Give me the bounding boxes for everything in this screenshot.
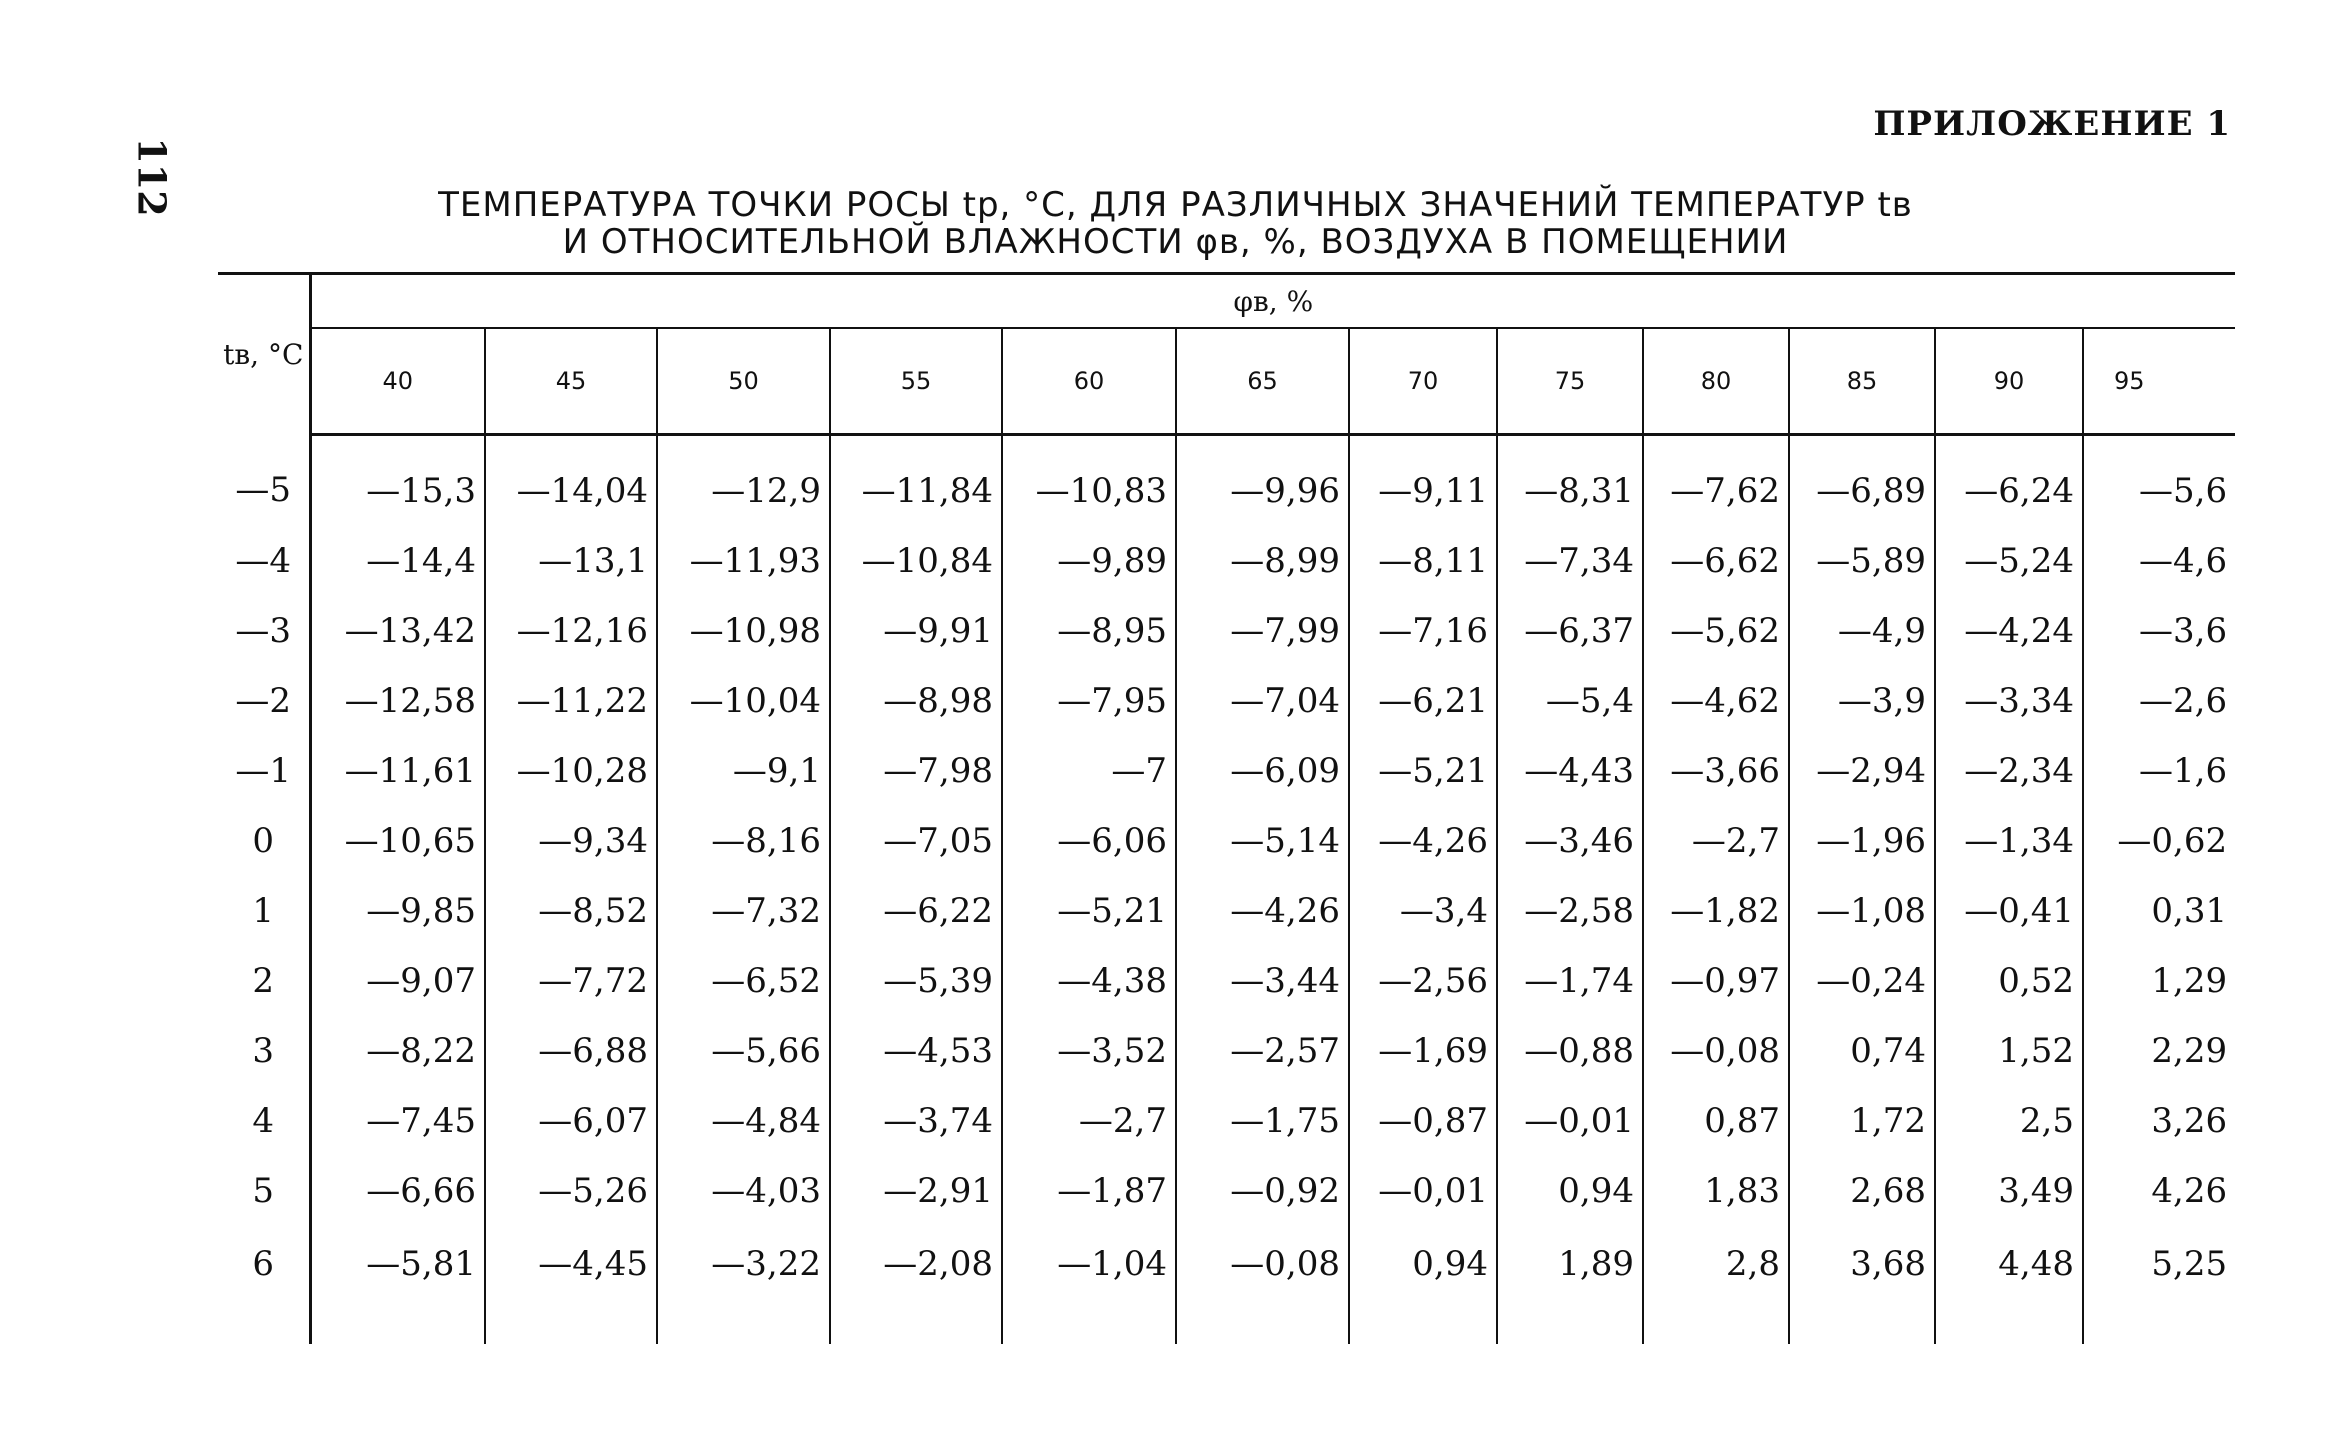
dew-point-cell: —6,09 [1176,736,1349,806]
dew-point-cell: —11,61 [310,736,485,806]
row-temperature: 6 [218,1226,310,1344]
dew-point-cell: —2,6 [2139,681,2228,721]
dew-point-cell: —5,6 [2139,471,2228,511]
row-temperature: —3 [218,596,310,666]
dew-point-cell: —5,24 [1935,526,2083,596]
table-row [218,1086,2235,1156]
column-header: 60 [1002,328,1176,435]
dew-point-cell: —6,37 [1497,596,1643,666]
dew-point-cell: —6,62 [1643,526,1789,596]
table-row [218,666,2235,736]
dew-point-cell: —8,98 [830,666,1002,736]
dew-point-cell: —7,45 [310,1086,485,1156]
table-row [218,526,2235,596]
row-temperature: 2 [218,946,310,1016]
dew-point-cell: —11,93 [657,526,830,596]
row-temperature: —2 [218,666,310,736]
dew-point-cell: —7,98 [830,736,1002,806]
row-temperature: —4 [218,526,310,596]
table-row [218,435,2235,527]
column-header: 45 [485,328,657,435]
dew-point-cell: —7,62 [1643,435,1789,527]
dew-point-cell: —5,14 [1176,806,1349,876]
dew-point-cell: —5,66 [657,1016,830,1086]
dew-point-cell: —0,62 [2117,821,2228,861]
row-header: tв, °С [218,274,310,435]
dew-point-cell: —0,08 [1176,1226,1349,1344]
dew-point-cell: —12,16 [485,596,657,666]
table-row [218,736,2235,806]
column-header: 95 [2083,328,2235,435]
dew-point-cell: 0,94 [1349,1226,1497,1344]
dew-point-cell: —2,08 [830,1226,1002,1344]
dew-point-cell: —7 [1002,736,1176,806]
dew-point-cell: —12,58 [310,666,485,736]
row-temperature: 1 [218,876,310,946]
dew-point-cell: —2,34 [1935,736,2083,806]
dew-point-cell: —8,16 [657,806,830,876]
dew-point-cell: —3,34 [1935,666,2083,736]
dew-point-cell: 1,89 [1497,1226,1643,1344]
table-row [218,596,2235,666]
dew-point-cell: —1,87 [1002,1156,1176,1226]
dew-point-cell: 4,26 [2151,1171,2228,1211]
dew-point-cell: —2,7 [1002,1086,1176,1156]
dew-point-cell: —1,08 [1789,876,1935,946]
dew-point-cell: —1,75 [1176,1086,1349,1156]
dew-point-cell: —11,84 [830,435,1002,527]
dew-point-cell: 3,26 [2151,1101,2228,1141]
dew-point-cell: —5,39 [830,946,1002,1016]
dew-point-cell: —8,31 [1497,435,1643,527]
dew-point-cell: —9,85 [310,876,485,946]
dew-point-cell: —3,52 [1002,1016,1176,1086]
row-temperature: 0 [218,806,310,876]
dew-point-cell: —11,22 [485,666,657,736]
dew-point-cell: —0,41 [1935,876,2083,946]
table-row [218,806,2235,876]
dew-point-cell: —12,9 [657,435,830,527]
dew-point-cell: —7,99 [1176,596,1349,666]
dew-point-cell: —9,96 [1176,435,1349,527]
dew-point-cell: —4,53 [830,1016,1002,1086]
page-number: 112 [129,137,175,217]
dew-point-cell: —13,42 [310,596,485,666]
dew-point-cell: —0,92 [1176,1156,1349,1226]
dew-point-cell: —2,56 [1349,946,1497,1016]
dew-point-cell: —2,7 [1643,806,1789,876]
dew-point-cell: —9,89 [1002,526,1176,596]
dew-point-cell: —9,11 [1349,435,1497,527]
dew-point-cell: —1,96 [1789,806,1935,876]
dew-point-cell: —7,16 [1349,596,1497,666]
dew-point-cell: —6,52 [657,946,830,1016]
dew-point-cell: —10,65 [310,806,485,876]
dew-point-cell: —10,84 [830,526,1002,596]
dew-point-cell: 1,83 [1643,1156,1789,1226]
table-row [218,1156,2235,1226]
dew-point-cell: —6,66 [310,1156,485,1226]
dew-point-cell: —9,91 [830,596,1002,666]
dew-point-cell: —10,98 [657,596,830,666]
column-header-row [218,328,2235,435]
dew-point-cell: —5,62 [1643,596,1789,666]
dew-point-cell: —9,34 [485,806,657,876]
dew-point-table-wrapper [218,272,2228,1344]
dew-point-cell: —6,89 [1789,435,1935,527]
dew-point-cell: —0,87 [1349,1086,1497,1156]
dew-point-cell: —8,95 [1002,596,1176,666]
dew-point-cell: —6,88 [485,1016,657,1086]
dew-point-cell: —2,57 [1176,1016,1349,1086]
dew-point-cell: —4,45 [485,1226,657,1344]
column-header: 65 [1176,328,1349,435]
dew-point-cell: —14,4 [310,526,485,596]
dew-point-cell: —7,72 [485,946,657,1016]
dew-point-cell: 3,49 [1935,1156,2083,1226]
column-header: 55 [830,328,1002,435]
dew-point-cell: —3,22 [657,1226,830,1344]
row-temperature: 5 [218,1156,310,1226]
humidity-group-header: φв, % [310,274,2235,329]
appendix-label: ПРИЛОЖЕНИЕ 1 [1873,104,2231,144]
dew-point-cell: —6,06 [1002,806,1176,876]
dew-point-cell: —4,26 [1176,876,1349,946]
dew-point-cell: —0,01 [1349,1156,1497,1226]
dew-point-cell: 0,52 [1935,946,2083,1016]
dew-point-cell: —9,07 [310,946,485,1016]
table-row [218,1016,2235,1086]
dew-point-cell: 0,94 [1497,1156,1643,1226]
table-row [218,946,2235,1016]
dew-point-cell: —1,69 [1349,1016,1497,1086]
table-title-line-2: И ОТНОСИТЕЛЬНОЙ ВЛАЖНОСТИ φв, %, ВОЗДУХА В ПОМЕЩЕНИИ [562,222,1789,262]
dew-point-cell: —3,4 [1349,876,1497,946]
dew-point-cell: —4,43 [1497,736,1643,806]
dew-point-cell: —13,1 [485,526,657,596]
dew-point-cell: —0,08 [1643,1016,1789,1086]
dew-point-cell: —3,6 [2139,611,2228,651]
column-header: 50 [657,328,830,435]
dew-point-cell: —7,95 [1002,666,1176,736]
dew-point-cell: —2,58 [1497,876,1643,946]
dew-point-cell: 2,5 [1935,1086,2083,1156]
table-body [218,435,2235,1345]
dew-point-cell: —1,6 [2139,751,2228,791]
dew-point-cell: 1,72 [1789,1086,1935,1156]
table-row [218,1226,2235,1344]
dew-point-cell: —4,62 [1643,666,1789,736]
dew-point-cell: 2,68 [1789,1156,1935,1226]
dew-point-cell: —3,66 [1643,736,1789,806]
dew-point-cell: —0,88 [1497,1016,1643,1086]
dew-point-cell: —7,32 [657,876,830,946]
dew-point-cell: —10,28 [485,736,657,806]
dew-point-cell: 2,29 [2151,1031,2228,1071]
dew-point-cell: 4,48 [1935,1226,2083,1344]
dew-point-cell: —5,26 [485,1156,657,1226]
dew-point-cell: —6,22 [830,876,1002,946]
dew-point-cell: —4,84 [657,1086,830,1156]
dew-point-cell: —4,03 [657,1156,830,1226]
table-title-line-1: ТЕМПЕРАТУРА ТОЧКИ РОСЫ tр, °С, ДЛЯ РАЗЛИЧНЫХ ЗНАЧЕНИЙ ТЕМПЕРАТУР tв [438,185,1913,225]
dew-point-cell: —2,94 [1789,736,1935,806]
row-temperature: —1 [218,736,310,806]
dew-point-cell: 1,52 [1935,1016,2083,1086]
column-header: 90 [1935,328,2083,435]
dew-point-cell: —2,91 [830,1156,1002,1226]
dew-point-cell: —5,21 [1002,876,1176,946]
column-header: 40 [310,328,485,435]
dew-point-cell: 1,29 [2151,961,2228,1001]
dew-point-cell: 2,8 [1643,1226,1789,1344]
dew-point-cell: —0,97 [1643,946,1789,1016]
column-header: 80 [1643,328,1789,435]
table-row [218,876,2235,946]
dew-point-cell: 3,68 [1789,1226,1935,1344]
row-temperature: 3 [218,1016,310,1086]
dew-point-cell: —7,05 [830,806,1002,876]
dew-point-cell: —4,26 [1349,806,1497,876]
dew-point-cell: —8,11 [1349,526,1497,596]
dew-point-cell: —7,34 [1497,526,1643,596]
column-header: 85 [1789,328,1935,435]
dew-point-cell: —0,01 [1497,1086,1643,1156]
dew-point-cell: —5,4 [1497,666,1643,736]
dew-point-cell: —5,81 [310,1226,485,1344]
dew-point-cell: 0,74 [1789,1016,1935,1086]
dew-point-cell: —3,74 [830,1086,1002,1156]
dew-point-cell: —6,24 [1935,435,2083,527]
dew-point-cell: —6,21 [1349,666,1497,736]
dew-point-cell: 0,31 [2151,891,2228,931]
row-temperature: 4 [218,1086,310,1156]
dew-point-cell: —14,04 [485,435,657,527]
dew-point-cell: —5,89 [1789,526,1935,596]
dew-point-cell: —8,22 [310,1016,485,1086]
dew-point-cell: —8,99 [1176,526,1349,596]
dew-point-cell: —4,6 [2139,541,2228,581]
dew-point-cell: —7,04 [1176,666,1349,736]
dew-point-cell: —15,3 [310,435,485,527]
dew-point-table [218,272,2235,1344]
dew-point-cell: —3,9 [1789,666,1935,736]
row-temperature: —5 [218,435,310,527]
dew-point-cell: —1,34 [1935,806,2083,876]
dew-point-cell: —0,24 [1789,946,1935,1016]
dew-point-cell: 0,87 [1643,1086,1789,1156]
dew-point-cell: —1,82 [1643,876,1789,946]
dew-point-cell: —6,07 [485,1086,657,1156]
dew-point-cell: —5,21 [1349,736,1497,806]
dew-point-cell: —1,74 [1497,946,1643,1016]
column-header: 75 [1497,328,1643,435]
dew-point-cell: —4,24 [1935,596,2083,666]
dew-point-cell: —4,38 [1002,946,1176,1016]
dew-point-cell: —10,83 [1002,435,1176,527]
column-header: 70 [1349,328,1497,435]
dew-point-cell: —10,04 [657,666,830,736]
dew-point-cell: —8,52 [485,876,657,946]
dew-point-cell: —3,44 [1176,946,1349,1016]
dew-point-cell: —9,1 [657,736,830,806]
dew-point-cell: 5,25 [2151,1244,2228,1284]
dew-point-cell: —4,9 [1789,596,1935,666]
dew-point-cell: —3,46 [1497,806,1643,876]
dew-point-cell: —1,04 [1002,1226,1176,1344]
